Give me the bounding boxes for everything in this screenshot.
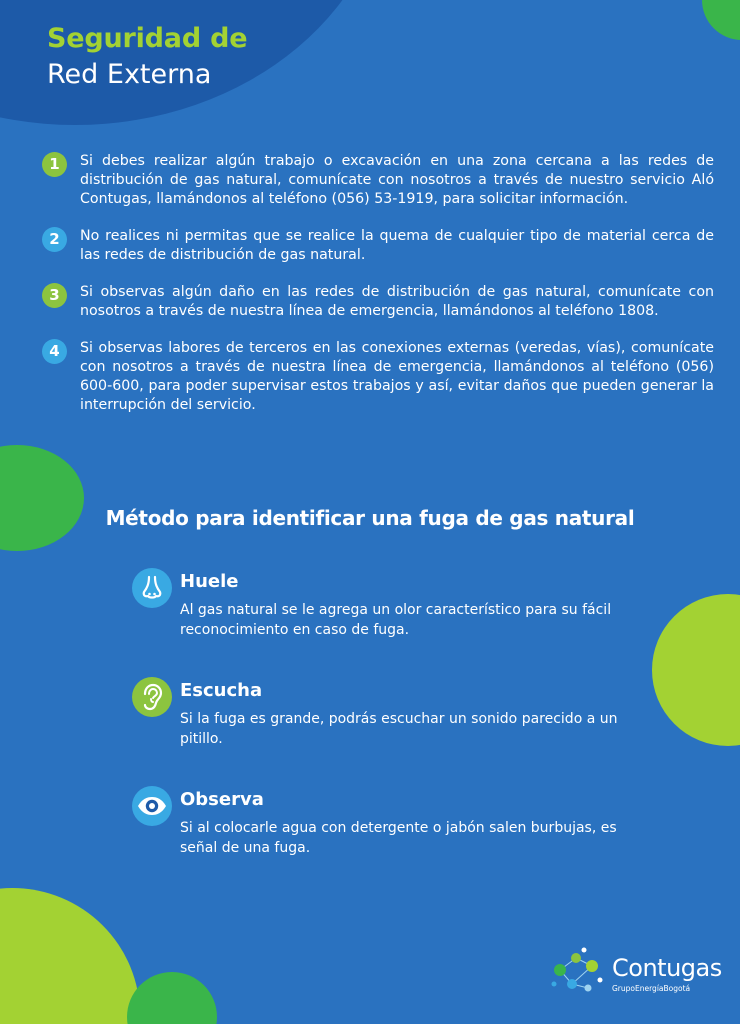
- decorative-circle-left: [0, 445, 84, 551]
- method-description: Si la fuga es grande, podrás escuchar un sonido parecido a un pitillo.: [180, 711, 618, 747]
- logo-subtitle: GrupoEnergíaBogotá: [612, 984, 691, 993]
- molecule-logo-icon: [546, 940, 612, 1000]
- tip-number-badge: 2: [42, 227, 67, 252]
- tip-text: No realices ni permitas que se realice la quema de cualquier tipo de material cerca de las redes de distribución de gas natural.: [80, 228, 714, 263]
- method-section-title: Método para identificar una fuga de gas natural: [105, 506, 635, 530]
- tip-number-badge: 3: [42, 283, 67, 308]
- method-label: Observa: [180, 789, 264, 810]
- title-line-2: Red Externa: [47, 59, 212, 90]
- ear-icon: [132, 677, 172, 717]
- tip-item: [42, 283, 714, 321]
- page-title: [47, 22, 247, 92]
- decorative-circle-top-right: [702, 0, 740, 40]
- tip-text: Si debes realizar algún trabajo o excavación en una zona cercana a las redes de distribución de gas natural, comunícate con nosotros a través de nuestro servicio Aló Contugas, llamándonos al teléfono (056) 53-1919, para solicitar información.: [80, 153, 714, 207]
- tip-item: [42, 227, 714, 265]
- contugas-logo: [546, 940, 726, 1000]
- safety-tips-list: [42, 152, 714, 433]
- tip-item: [42, 152, 714, 209]
- logo-wordmark: Contugas: [612, 954, 722, 982]
- decorative-circle-bottom-left-small: [127, 972, 217, 1024]
- method-label: Escucha: [180, 680, 263, 701]
- method-description: Al gas natural se le agrega un olor característico para su fácil reconocimiento en caso de fuga.: [180, 602, 612, 638]
- tip-number-badge: 1: [42, 152, 67, 177]
- tip-text: Si observas algún daño en las redes de distribución de gas natural, comunícate con nosotros a través de nuestra línea de emergencia, llamándonos al teléfono 1808.: [80, 284, 714, 319]
- eye-icon: [132, 786, 172, 826]
- decorative-circle-right: [652, 594, 740, 746]
- tip-item: [42, 339, 714, 415]
- method-label: Huele: [180, 571, 239, 592]
- tip-number-badge: 4: [42, 339, 67, 364]
- method-description: Si al colocarle agua con detergente o jabón salen burbujas, es señal de una fuga.: [180, 820, 617, 856]
- nose-icon: [132, 568, 172, 608]
- decorative-circle-bottom-left: [0, 888, 140, 1024]
- tip-text: Si observas labores de terceros en las conexiones externas (veredas, vías), comunícate con nosotros a través de nuestra línea de emergencia, llamándonos al teléfono (056) 600-600, para poder supervisar estos trabajos y así, evitar daños que pueden generar la interrupción del servicio.: [80, 340, 714, 413]
- title-line-1: Seguridad de: [47, 23, 248, 54]
